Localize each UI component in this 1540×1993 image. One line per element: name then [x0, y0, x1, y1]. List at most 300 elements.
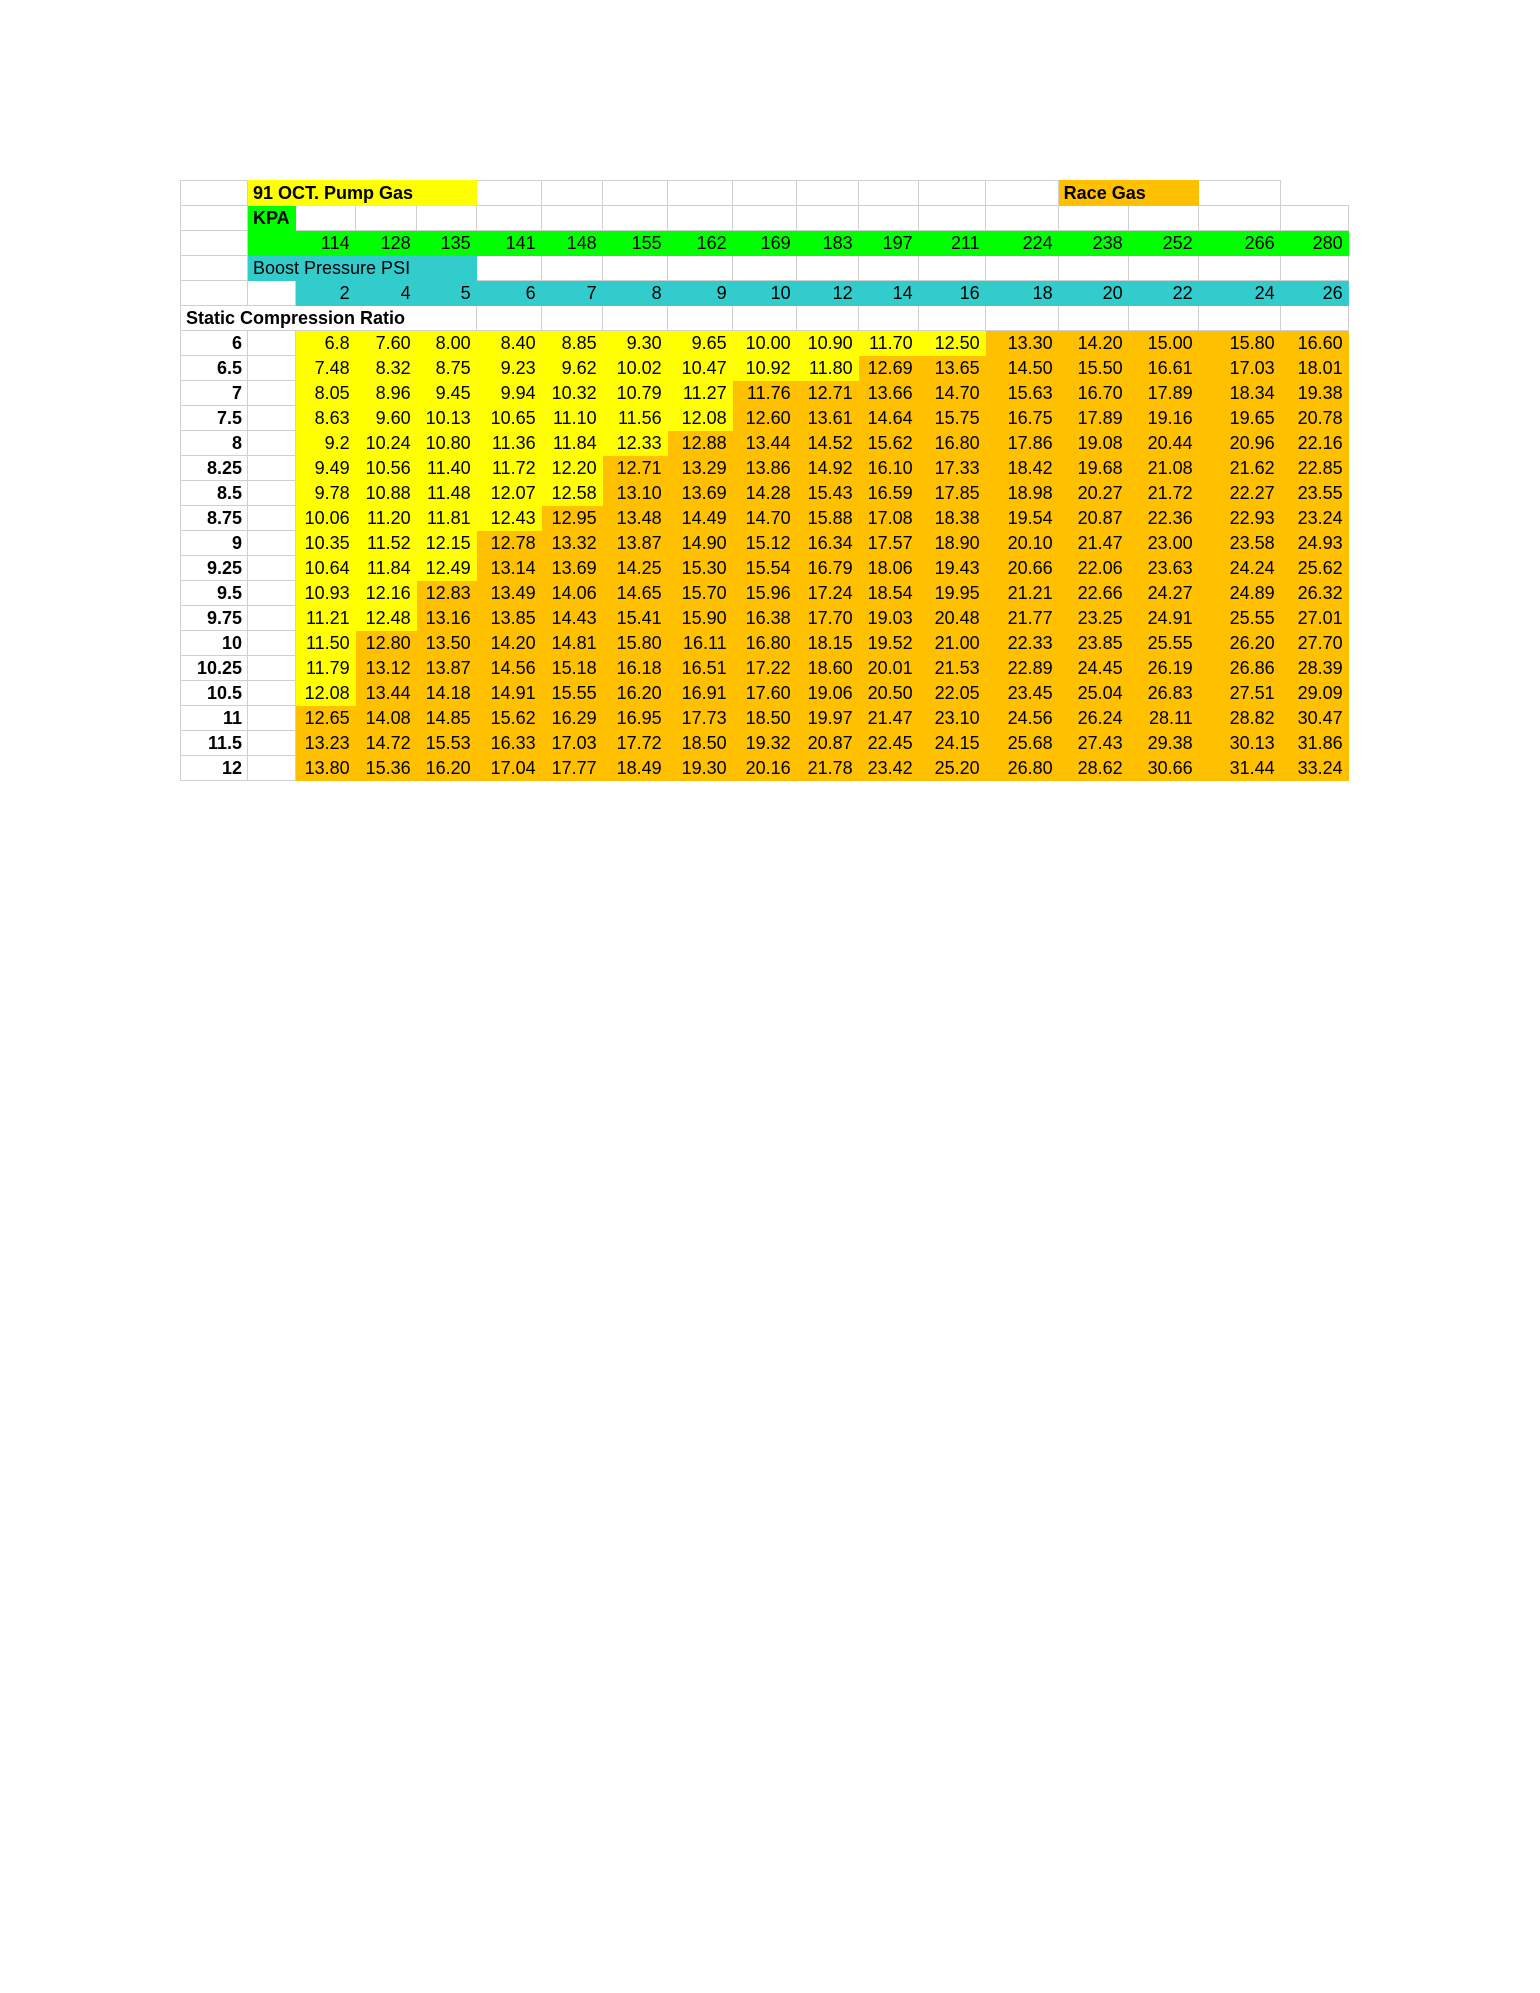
value-cell: 13.87 [602, 531, 667, 556]
blank-cell [355, 206, 416, 231]
data-row [181, 331, 1349, 356]
value-cell: 13.44 [732, 431, 796, 456]
data-row [181, 456, 1349, 481]
blank-cell [918, 256, 985, 281]
value-cell: 13.44 [355, 681, 416, 706]
value-cell: 16.29 [541, 706, 602, 731]
value-cell: 24.45 [1058, 656, 1128, 681]
blank-cell [602, 256, 667, 281]
compression-ratio: 8.25 [181, 456, 248, 481]
value-cell: 12.20 [541, 456, 602, 481]
value-cell: 12.88 [667, 431, 732, 456]
value-cell: 11.84 [355, 556, 416, 581]
value-cell: 12.43 [476, 506, 541, 531]
kpa-value: 155 [602, 231, 667, 256]
blank-cell [181, 256, 248, 281]
value-cell: 19.43 [918, 556, 985, 581]
value-cell: 15.00 [1128, 331, 1198, 356]
blank-cell [1280, 256, 1348, 281]
blank-cell [1280, 206, 1348, 231]
value-cell: 15.54 [732, 556, 796, 581]
value-cell: 12.08 [667, 406, 732, 431]
psi-value: 26 [1280, 281, 1348, 306]
blank-cell [541, 181, 602, 206]
value-cell: 10.93 [295, 581, 355, 606]
value-cell: 22.66 [1058, 581, 1128, 606]
value-cell: 18.42 [985, 456, 1058, 481]
value-cell: 17.60 [732, 681, 796, 706]
blank-cell [602, 206, 667, 231]
value-cell: 9.2 [295, 431, 355, 456]
kpa-value: 114 [295, 231, 355, 256]
value-cell: 16.10 [858, 456, 918, 481]
value-cell: 14.43 [541, 606, 602, 631]
compression-ratio: 8.5 [181, 481, 248, 506]
psi-value: 9 [667, 281, 732, 306]
value-cell: 18.90 [918, 531, 985, 556]
value-cell: 12.08 [295, 681, 355, 706]
blank-cell [858, 206, 918, 231]
value-cell: 12.80 [355, 631, 416, 656]
value-cell: 12.50 [918, 331, 985, 356]
value-cell: 16.91 [667, 681, 732, 706]
value-cell: 25.68 [985, 731, 1058, 756]
blank-cell [667, 306, 732, 331]
blank-cell [541, 306, 602, 331]
value-cell: 15.75 [918, 406, 985, 431]
value-cell: 11.72 [476, 456, 541, 481]
blank-cell [248, 756, 296, 781]
data-row [181, 556, 1349, 581]
value-cell: 20.87 [1058, 506, 1128, 531]
value-cell: 16.80 [732, 631, 796, 656]
value-cell: 19.16 [1128, 406, 1198, 431]
value-cell: 15.96 [732, 581, 796, 606]
blank-cell [248, 431, 296, 456]
value-cell: 12.65 [295, 706, 355, 731]
blank-cell [1198, 206, 1280, 231]
value-cell: 8.40 [476, 331, 541, 356]
blank-cell [476, 306, 541, 331]
value-cell: 25.04 [1058, 681, 1128, 706]
value-cell: 13.49 [476, 581, 541, 606]
value-cell: 24.93 [1280, 531, 1348, 556]
blank-cell [248, 456, 296, 481]
value-cell: 19.68 [1058, 456, 1128, 481]
kpa-value: 135 [416, 231, 476, 256]
value-cell: 11.52 [355, 531, 416, 556]
value-cell: 17.77 [541, 756, 602, 781]
value-cell: 23.24 [1280, 506, 1348, 531]
value-cell: 13.32 [541, 531, 602, 556]
value-cell: 17.57 [858, 531, 918, 556]
value-cell: 24.24 [1198, 556, 1280, 581]
value-cell: 14.56 [476, 656, 541, 681]
value-cell: 11.80 [796, 356, 858, 381]
value-cell: 10.32 [541, 381, 602, 406]
value-cell: 24.91 [1128, 606, 1198, 631]
psi-value: 8 [602, 281, 667, 306]
value-cell: 13.65 [918, 356, 985, 381]
value-cell: 10.88 [355, 481, 416, 506]
value-cell: 29.38 [1128, 731, 1198, 756]
value-cell: 16.34 [796, 531, 858, 556]
value-cell: 19.95 [918, 581, 985, 606]
value-cell: 25.55 [1128, 631, 1198, 656]
value-cell: 15.36 [355, 756, 416, 781]
value-cell: 13.85 [476, 606, 541, 631]
value-cell: 23.00 [1128, 531, 1198, 556]
value-cell: 24.15 [918, 731, 985, 756]
value-cell: 15.80 [1198, 331, 1280, 356]
data-row [181, 506, 1349, 531]
value-cell: 28.82 [1198, 706, 1280, 731]
value-cell: 10.06 [295, 506, 355, 531]
value-cell: 25.55 [1198, 606, 1280, 631]
value-cell: 17.89 [1058, 406, 1128, 431]
pump-gas-label: 91 OCT. Pump Gas [248, 181, 477, 206]
value-cell: 16.75 [985, 406, 1058, 431]
value-cell: 10.92 [732, 356, 796, 381]
compression-ratio: 10.25 [181, 656, 248, 681]
psi-value: 20 [1058, 281, 1128, 306]
value-cell: 8.00 [416, 331, 476, 356]
value-cell: 7.48 [295, 356, 355, 381]
blank-cell [732, 206, 796, 231]
value-cell: 18.34 [1198, 381, 1280, 406]
data-row [181, 606, 1349, 631]
value-cell: 8.85 [541, 331, 602, 356]
value-cell: 10.47 [667, 356, 732, 381]
value-cell: 10.65 [476, 406, 541, 431]
value-cell: 21.77 [985, 606, 1058, 631]
compression-ratio: 11.5 [181, 731, 248, 756]
blank-cell [1058, 306, 1128, 331]
data-row [181, 681, 1349, 706]
compression-ratio: 9.5 [181, 581, 248, 606]
value-cell: 14.91 [476, 681, 541, 706]
value-cell: 10.35 [295, 531, 355, 556]
value-cell: 19.06 [796, 681, 858, 706]
value-cell: 15.88 [796, 506, 858, 531]
blank-cell [248, 356, 296, 381]
blank-cell [858, 181, 918, 206]
blank-cell [476, 256, 541, 281]
value-cell: 15.62 [858, 431, 918, 456]
kpa-value: 148 [541, 231, 602, 256]
data-row [181, 631, 1349, 656]
blank-cell [181, 231, 248, 256]
header-row-kpa-values [181, 231, 1349, 256]
value-cell: 11.48 [416, 481, 476, 506]
blank-cell [541, 206, 602, 231]
value-cell: 18.98 [985, 481, 1058, 506]
value-cell: 11.50 [295, 631, 355, 656]
value-cell: 11.79 [295, 656, 355, 681]
value-cell: 19.97 [796, 706, 858, 731]
value-cell: 8.32 [355, 356, 416, 381]
value-cell: 16.18 [602, 656, 667, 681]
value-cell: 13.66 [858, 381, 918, 406]
value-cell: 14.70 [732, 506, 796, 531]
value-cell: 9.49 [295, 456, 355, 481]
value-cell: 16.20 [416, 756, 476, 781]
compression-ratio: 7 [181, 381, 248, 406]
value-cell: 12.71 [796, 381, 858, 406]
value-cell: 21.47 [858, 706, 918, 731]
value-cell: 17.73 [667, 706, 732, 731]
value-cell: 13.61 [796, 406, 858, 431]
compression-ratio: 8.75 [181, 506, 248, 531]
value-cell: 11.81 [416, 506, 476, 531]
value-cell: 19.52 [858, 631, 918, 656]
value-cell: 14.72 [355, 731, 416, 756]
blank-cell [1280, 306, 1348, 331]
value-cell: 23.10 [918, 706, 985, 731]
value-cell: 18.49 [602, 756, 667, 781]
psi-value: 12 [796, 281, 858, 306]
value-cell: 12.71 [602, 456, 667, 481]
data-row [181, 656, 1349, 681]
value-cell: 20.50 [858, 681, 918, 706]
data-row [181, 706, 1349, 731]
value-cell: 15.53 [416, 731, 476, 756]
value-cell: 12.58 [541, 481, 602, 506]
value-cell: 9.23 [476, 356, 541, 381]
value-cell: 9.62 [541, 356, 602, 381]
value-cell: 17.03 [1198, 356, 1280, 381]
value-cell: 10.90 [796, 331, 858, 356]
race-gas-label: Race Gas [1058, 181, 1198, 206]
value-cell: 18.50 [732, 706, 796, 731]
kpa-value: 169 [732, 231, 796, 256]
value-cell: 14.20 [476, 631, 541, 656]
kpa-value: 280 [1280, 231, 1348, 256]
value-cell: 12.69 [858, 356, 918, 381]
blank-cell [732, 181, 796, 206]
value-cell: 11.70 [858, 331, 918, 356]
blank-cell [248, 656, 296, 681]
value-cell: 13.86 [732, 456, 796, 481]
value-cell: 28.62 [1058, 756, 1128, 781]
value-cell: 7.60 [355, 331, 416, 356]
value-cell: 15.80 [602, 631, 667, 656]
value-cell: 8.96 [355, 381, 416, 406]
blank-cell [248, 481, 296, 506]
blank-cell [248, 381, 296, 406]
value-cell: 15.41 [602, 606, 667, 631]
value-cell: 6.8 [295, 331, 355, 356]
blank-cell [248, 731, 296, 756]
header-row-boost-label [181, 256, 1349, 281]
value-cell: 12.15 [416, 531, 476, 556]
value-cell: 17.85 [918, 481, 985, 506]
value-cell: 24.89 [1198, 581, 1280, 606]
value-cell: 13.10 [602, 481, 667, 506]
value-cell: 17.86 [985, 431, 1058, 456]
value-cell: 17.22 [732, 656, 796, 681]
blank-cell [248, 506, 296, 531]
blank-cell [985, 181, 1058, 206]
value-cell: 22.85 [1280, 456, 1348, 481]
value-cell: 14.90 [667, 531, 732, 556]
value-cell: 17.08 [858, 506, 918, 531]
blank-cell [1058, 256, 1128, 281]
value-cell: 20.78 [1280, 406, 1348, 431]
blank-cell [248, 606, 296, 631]
value-cell: 25.62 [1280, 556, 1348, 581]
scr-label: Static Compression Ratio [181, 306, 477, 331]
value-cell: 24.56 [985, 706, 1058, 731]
value-cell: 10.80 [416, 431, 476, 456]
kpa-fill [248, 231, 296, 256]
value-cell: 26.32 [1280, 581, 1348, 606]
value-cell: 29.09 [1280, 681, 1348, 706]
value-cell: 20.01 [858, 656, 918, 681]
psi-value: 2 [295, 281, 355, 306]
value-cell: 22.27 [1198, 481, 1280, 506]
value-cell: 23.45 [985, 681, 1058, 706]
blank-cell [667, 206, 732, 231]
compression-ratio: 11 [181, 706, 248, 731]
value-cell: 14.50 [985, 356, 1058, 381]
psi-value: 5 [416, 281, 476, 306]
blank-cell [1198, 256, 1280, 281]
psi-value: 6 [476, 281, 541, 306]
header-row-scr-label [181, 306, 1349, 331]
value-cell: 19.38 [1280, 381, 1348, 406]
value-cell: 13.16 [416, 606, 476, 631]
kpa-value: 162 [667, 231, 732, 256]
value-cell: 15.43 [796, 481, 858, 506]
data-row [181, 531, 1349, 556]
blank-cell [541, 256, 602, 281]
value-cell: 14.06 [541, 581, 602, 606]
blank-cell [1128, 256, 1198, 281]
blank-cell [667, 181, 732, 206]
value-cell: 10.13 [416, 406, 476, 431]
value-cell: 30.13 [1198, 731, 1280, 756]
psi-value: 10 [732, 281, 796, 306]
value-cell: 11.21 [295, 606, 355, 631]
value-cell: 16.38 [732, 606, 796, 631]
psi-value: 24 [1198, 281, 1280, 306]
kpa-value: 224 [985, 231, 1058, 256]
value-cell: 20.44 [1128, 431, 1198, 456]
value-cell: 22.33 [985, 631, 1058, 656]
blank-cell [248, 281, 296, 306]
value-cell: 19.54 [985, 506, 1058, 531]
blank-cell [1058, 206, 1128, 231]
value-cell: 10.02 [602, 356, 667, 381]
blank-cell [796, 306, 858, 331]
blank-cell [602, 181, 667, 206]
value-cell: 23.58 [1198, 531, 1280, 556]
value-cell: 14.52 [796, 431, 858, 456]
value-cell: 16.80 [918, 431, 985, 456]
blank-cell [985, 306, 1058, 331]
value-cell: 20.48 [918, 606, 985, 631]
value-cell: 13.87 [416, 656, 476, 681]
value-cell: 12.33 [602, 431, 667, 456]
value-cell: 22.93 [1198, 506, 1280, 531]
value-cell: 22.89 [985, 656, 1058, 681]
value-cell: 17.04 [476, 756, 541, 781]
blank-cell [796, 181, 858, 206]
value-cell: 11.27 [667, 381, 732, 406]
blank-cell [476, 206, 541, 231]
value-cell: 8.63 [295, 406, 355, 431]
value-cell: 10.79 [602, 381, 667, 406]
value-cell: 31.44 [1198, 756, 1280, 781]
value-cell: 13.14 [476, 556, 541, 581]
compression-ratio: 9.25 [181, 556, 248, 581]
value-cell: 22.05 [918, 681, 985, 706]
compression-ratio: 6.5 [181, 356, 248, 381]
blank-cell [985, 206, 1058, 231]
blank-cell [248, 681, 296, 706]
value-cell: 20.10 [985, 531, 1058, 556]
value-cell: 16.51 [667, 656, 732, 681]
value-cell: 30.66 [1128, 756, 1198, 781]
value-cell: 11.40 [416, 456, 476, 481]
value-cell: 17.24 [796, 581, 858, 606]
blank-cell [181, 181, 248, 206]
kpa-value: 197 [858, 231, 918, 256]
kpa-label: KPA [248, 206, 296, 231]
value-cell: 15.30 [667, 556, 732, 581]
value-cell: 16.59 [858, 481, 918, 506]
blank-cell [248, 531, 296, 556]
value-cell: 10.00 [732, 331, 796, 356]
value-cell: 12.60 [732, 406, 796, 431]
value-cell: 20.87 [796, 731, 858, 756]
value-cell: 21.72 [1128, 481, 1198, 506]
blank-cell [1128, 206, 1198, 231]
blank-cell [796, 206, 858, 231]
value-cell: 20.66 [985, 556, 1058, 581]
blank-cell [918, 206, 985, 231]
blank-cell [476, 181, 541, 206]
value-cell: 18.06 [858, 556, 918, 581]
value-cell: 17.03 [541, 731, 602, 756]
value-cell: 18.54 [858, 581, 918, 606]
value-cell: 13.80 [295, 756, 355, 781]
kpa-value: 141 [476, 231, 541, 256]
value-cell: 23.85 [1058, 631, 1128, 656]
value-cell: 16.79 [796, 556, 858, 581]
psi-value: 4 [355, 281, 416, 306]
value-cell: 14.18 [416, 681, 476, 706]
value-cell: 26.20 [1198, 631, 1280, 656]
value-cell: 20.27 [1058, 481, 1128, 506]
value-cell: 28.11 [1128, 706, 1198, 731]
value-cell: 19.30 [667, 756, 732, 781]
kpa-value: 266 [1198, 231, 1280, 256]
value-cell: 21.00 [918, 631, 985, 656]
value-cell: 33.24 [1280, 756, 1348, 781]
value-cell: 10.56 [355, 456, 416, 481]
value-cell: 19.65 [1198, 406, 1280, 431]
value-cell: 26.24 [1058, 706, 1128, 731]
value-cell: 21.47 [1058, 531, 1128, 556]
header-row-gas [181, 181, 1349, 206]
value-cell: 13.23 [295, 731, 355, 756]
value-cell: 15.70 [667, 581, 732, 606]
value-cell: 9.94 [476, 381, 541, 406]
blank-cell [248, 581, 296, 606]
data-row [181, 481, 1349, 506]
